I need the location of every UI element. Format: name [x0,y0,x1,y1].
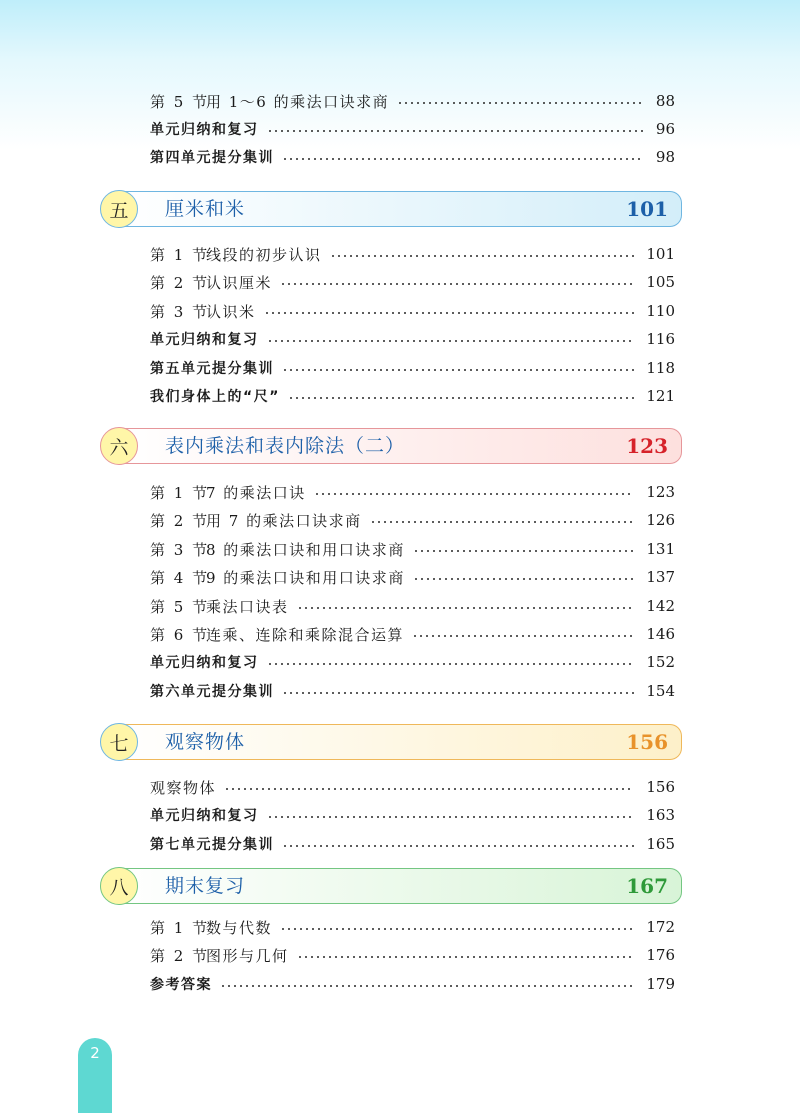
section-number: 第 2 节 [150,511,210,530]
entry-title: 单元归纳和复习 [150,122,259,138]
entry-page: 142 [646,597,675,615]
dot-leader [314,493,635,495]
toc-entry[interactable] [150,594,675,618]
toc-entry[interactable] [150,384,675,408]
entry-title: 图形与几何 [206,946,289,965]
dot-leader [397,102,644,104]
dot-leader [413,550,635,552]
section-number: 第 1 节 [150,918,210,937]
unit-title: 表内乘法和表内除法（二） [165,435,406,457]
dot-leader [264,312,635,314]
unit-numeral: 五 [100,190,138,228]
toc-entry[interactable] [150,508,675,532]
section-number: 第 3 节 [150,302,210,321]
section-number: 第 2 节 [150,946,210,965]
toc-entry[interactable] [150,327,675,351]
entry-page: 172 [646,918,675,936]
section-number: 第 3 节 [150,540,210,559]
toc-entry[interactable] [150,117,675,141]
toc-entry[interactable] [150,89,675,113]
entry-title: 用 7 的乘法口诀求商 [206,511,362,530]
dot-leader [267,130,644,132]
entry-title: 连乘、连除和乘除混合运算 [206,625,405,644]
entry-title: 单元归纳和复习 [150,808,259,824]
entry-title: 认识米 [206,302,256,321]
unit-page: 101 [626,197,668,221]
unit-page: 123 [626,434,668,458]
entry-title: 9 的乘法口诀和用口诀求商 [206,568,405,587]
unit-header-5[interactable] [100,191,682,227]
toc-entry[interactable] [150,943,675,967]
dot-leader [282,845,634,847]
entry-title: 8 的乘法口诀和用口诀求商 [206,540,405,559]
dot-leader [288,397,634,399]
dot-leader [297,607,635,609]
entry-page: 176 [646,946,675,964]
unit-page: 156 [626,730,668,754]
unit-numeral: 六 [100,427,138,465]
unit-numeral: 八 [100,867,138,905]
entry-page: 105 [646,273,675,291]
unit-title: 厘米和米 [165,198,246,220]
toc-entry[interactable] [150,803,675,827]
unit-header-8[interactable] [100,868,682,904]
entry-title: 用 1～6 的乘法口诀求商 [206,92,390,111]
entry-page: 123 [646,483,675,501]
entry-page: 101 [646,245,675,263]
entry-page: 131 [646,540,675,558]
entry-page: 110 [646,302,675,320]
entry-page: 126 [646,511,675,529]
entry-title: 第四单元提分集训 [150,150,274,166]
toc-entry[interactable] [150,242,675,266]
dot-leader [267,816,635,818]
entry-page: 137 [646,568,675,586]
dot-leader [282,369,634,371]
toc-entry[interactable] [150,480,675,504]
section-number: 第 5 节 [150,597,210,616]
section-number: 第 1 节 [150,245,210,264]
entry-title: 我们身体上的“尺” [150,389,280,405]
toc-entry[interactable] [150,915,675,939]
unit-numeral: 七 [100,723,138,761]
entry-page: 152 [646,653,675,671]
section-number: 第 4 节 [150,568,210,587]
entry-title: 数与代数 [206,918,273,937]
dot-leader [297,956,635,958]
dot-leader [267,663,635,665]
dot-leader [370,521,635,523]
section-number: 第 5 节 [150,92,210,111]
toc-entry[interactable] [150,145,675,169]
entry-page: 163 [646,806,675,824]
entry-title: 乘法口诀表 [206,597,289,616]
toc-entry[interactable] [150,832,675,856]
dot-leader [413,578,635,580]
dot-leader [280,928,634,930]
toc-entry[interactable] [150,622,675,646]
toc-entry[interactable] [150,299,675,323]
entry-page: 98 [655,148,675,166]
dot-leader [282,692,634,694]
entry-title: 认识厘米 [206,273,273,292]
entry-title: 单元归纳和复习 [150,655,259,671]
section-number: 第 6 节 [150,625,210,644]
toc-entry[interactable] [150,565,675,589]
entry-page: 179 [646,975,675,993]
entry-title: 观察物体 [150,778,217,797]
unit-header-7[interactable] [100,724,682,760]
unit-title: 观察物体 [165,731,246,753]
entry-page: 96 [655,120,675,138]
dot-leader [282,158,644,160]
entry-title: 7 的乘法口诀 [206,483,306,502]
dot-leader [280,283,634,285]
toc-entry[interactable] [150,537,675,561]
entry-page: 88 [655,92,675,110]
toc-entry[interactable] [150,356,675,380]
dot-leader [267,340,635,342]
section-number: 第 2 节 [150,273,210,292]
section-number: 第 1 节 [150,483,210,502]
toc-entry[interactable] [150,679,675,703]
toc-entry[interactable] [150,650,675,674]
dot-leader [220,985,634,987]
dot-leader [412,635,634,637]
entry-title: 参考答案 [150,977,212,993]
entry-page: 146 [646,625,675,643]
entry-page: 154 [646,682,675,700]
page-number-tab [78,1038,112,1113]
unit-header-6[interactable] [100,428,682,464]
toc-entry[interactable] [150,775,675,799]
toc-entry[interactable] [150,972,675,996]
entry-page: 121 [646,387,675,405]
unit-title: 期末复习 [165,875,246,897]
entry-title: 第六单元提分集训 [150,684,274,700]
entry-page: 118 [646,359,675,377]
entry-page: 156 [646,778,675,796]
entry-title: 第五单元提分集训 [150,361,274,377]
unit-page: 167 [626,874,668,898]
entry-title: 单元归纳和复习 [150,332,259,348]
entry-page: 116 [646,330,675,348]
entry-title: 线段的初步认识 [206,245,322,264]
dot-leader [330,255,635,257]
entry-page: 165 [646,835,675,853]
dot-leader [224,788,634,790]
toc-entry[interactable] [150,270,675,294]
page-number: 2 [90,1044,100,1062]
entry-title: 第七单元提分集训 [150,837,274,853]
